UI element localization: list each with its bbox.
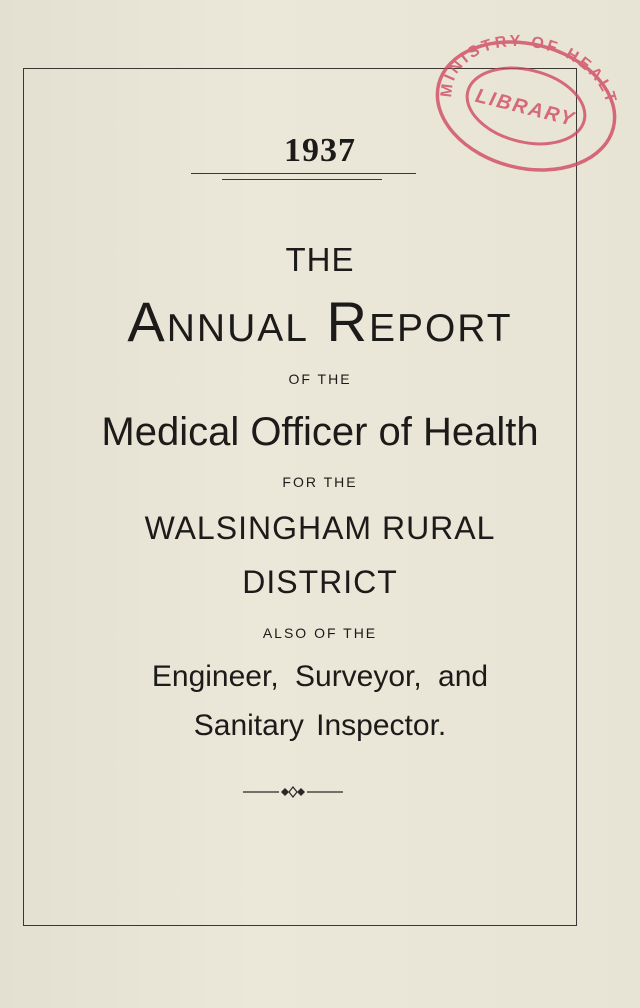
svg-text:MINISTRY OF HEALTH: [428, 30, 624, 139]
title-the: THE: [285, 241, 355, 278]
of-the-label: OF THE: [288, 371, 352, 387]
year-rule-top: [191, 173, 416, 174]
district-name-line1: WALSINGHAM RURAL: [144, 510, 496, 546]
district-name-line2: DISTRICT: [242, 564, 398, 600]
for-the-label: FOR THE: [282, 474, 358, 490]
also-of-the-label: ALSO OF THE: [262, 625, 378, 641]
office-title: Medical Officer of Health: [101, 410, 539, 454]
ornament-divider-icon: [243, 785, 343, 799]
stamp-inner-text: LIBRARY: [473, 84, 578, 132]
roles-line1: Engineer, Surveyor, and: [151, 660, 489, 693]
stamp-outer-text: MINISTRY OF HEALTH: [438, 32, 620, 108]
year-rule-bottom: [222, 179, 382, 180]
report-title: Annual Report: [127, 290, 513, 353]
roles-line2: Sanitary Inspector.: [193, 709, 447, 742]
report-year: 1937: [284, 132, 356, 169]
library-stamp-icon: [428, 30, 624, 182]
